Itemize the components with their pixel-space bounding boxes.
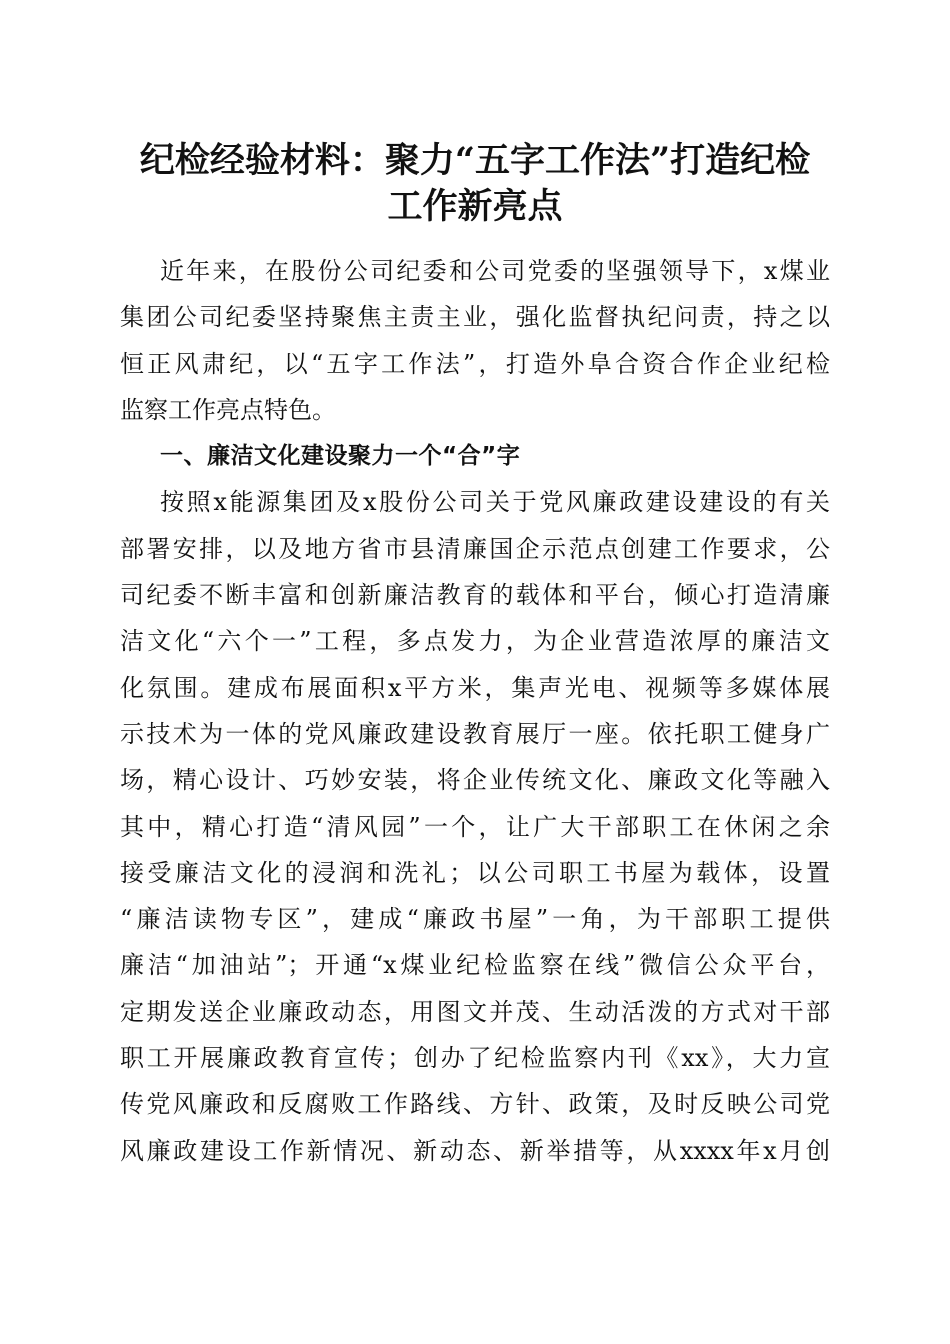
paragraph-line: 传党风廉政和反腐败工作路线、方针、政策，及时反映公司党 [120, 1090, 830, 1119]
paragraph-line: 恒正风肃纪，以“五字工作法”，打造外阜合资合作企业纪检 [120, 349, 830, 378]
paragraph-line: 化氛围。建成布展面积x平方米，集声光电、视频等多媒体展 [120, 673, 830, 702]
paragraph-line: 场，精心设计、巧妙安装，将企业传统文化、廉政文化等融入 [120, 766, 830, 795]
paragraph-line: 职工开展廉政教育宣传；创办了纪检监察内刊《xx》，大力宣 [120, 1044, 830, 1073]
paragraph-line: 示技术为一体的党风廉政建设教育展厅一座。依托职工健身广 [120, 719, 830, 748]
document-body [120, 248, 830, 1174]
paragraph-line: 定期发送企业廉政动态，用图文并茂、生动活泼的方式对干部 [120, 997, 830, 1026]
document-title-line1: 纪检经验材料：聚力“五字工作法”打造纪检 [139, 140, 811, 181]
paragraph-line: 司纪委不断丰富和创新廉洁教育的载体和平台，倾心打造清廉 [120, 581, 830, 610]
paragraph-line: 洁文化“六个一”工程，多点发力，为企业营造浓厚的廉洁文 [120, 627, 830, 656]
section-heading: 一、廉洁文化建设聚力一个“合”字 [160, 443, 521, 470]
paragraph-line: 其中，精心打造“清风园”一个，让广大干部职工在休闲之余 [120, 812, 830, 841]
paragraph-section1 [120, 479, 830, 1173]
paragraph-line: “廉洁读物专区”，建成“廉政书屋”一角，为干部职工提供 [120, 905, 830, 934]
paragraph-line: 集团公司纪委坚持聚焦主责主业，强化监督执纪问责，持之以 [120, 303, 830, 332]
paragraph-line: 按照x能源集团及x股份公司关于党风廉政建设建设的有关 [160, 488, 830, 517]
paragraph-line: 廉洁“加油站”；开通“x煤业纪检监察在线”微信公众平台， [120, 951, 830, 980]
paragraph-line: 监察工作亮点特色。 [120, 395, 336, 424]
document-title-line2: 工作新亮点 [387, 186, 563, 227]
paragraph-line: 接受廉洁文化的浸润和洗礼；以公司职工书屋为载体，设置 [120, 858, 830, 887]
paragraph-line: 部署安排，以及地方省市县清廉国企示范点创建工作要求，公 [120, 534, 830, 563]
paragraph-line: 风廉政建设工作新情况、新动态、新举措等，从xxxx年x月创 [120, 1136, 830, 1165]
paragraph-line: 近年来，在股份公司纪委和公司党委的坚强领导下，x煤业 [160, 257, 830, 285]
paragraph-intro [120, 248, 830, 433]
